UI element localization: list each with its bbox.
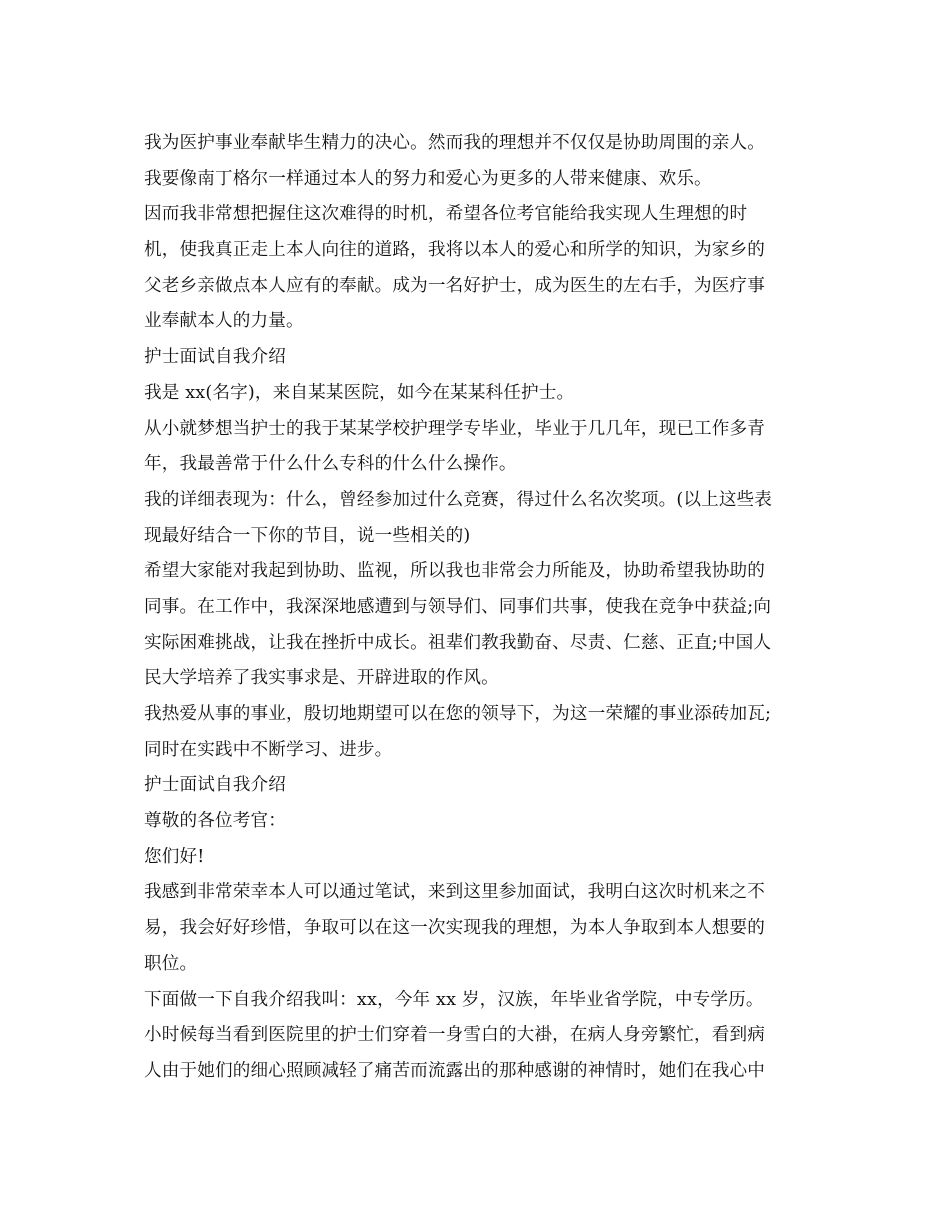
text-line: 人由于她们的细心照顾减轻了痛苦而流露出的那种感谢的神情时，她们在我心中 <box>144 1060 766 1081</box>
text-line: 职位。 <box>144 953 198 974</box>
text-line: 父老乡亲做点本人应有的奉献。成为一名好护士，成为医生的左右手，为医疗事 <box>144 275 766 296</box>
section-heading: 护士面试自我介绍 <box>144 775 286 796</box>
text-line: 从小就梦想当护士的我于某某学校护理学专毕业，毕业于几几年，现已工作多青 <box>144 418 766 439</box>
document-body <box>144 126 809 1090</box>
text-line: 我是 xx(名字)，来自某某医院，如今在某某科任护士。 <box>144 382 575 403</box>
text-line: 易，我会好好珍惜，争取可以在这一次实现我的理想，为本人争取到本人想要的 <box>144 918 766 939</box>
text-line: 我的详细表现为：什么，曾经参加过什么竞赛，得过什么名次奖项。(以上这些表 <box>144 489 773 510</box>
text-line: 现最好结合一下你的节目，说一些相关的) <box>144 525 471 546</box>
text-line: 我为医护事业奉献毕生精力的决心。然而我的理想并不仅仅是协助周围的亲人。 <box>144 133 766 153</box>
text-line: 年，我最善常于什么什么专科的什么什么操作。 <box>144 454 517 475</box>
text-line: 机，使我真正走上本人向往的道路，我将以本人的爱心和所学的知识，为家乡的 <box>144 240 766 261</box>
text-line: 同时在实践中不断学习、进步。 <box>144 739 393 760</box>
text-line: 我感到非常荣幸本人可以通过笔试，来到这里参加面试，我明白这次时机来之不 <box>144 882 766 903</box>
text-line: 我热爱从事的事业，殷切地期望可以在您的领导下，为这一荣耀的事业添砖加瓦; <box>144 704 772 724</box>
text-line: 小时候每当看到医院里的护士们穿着一身雪白的大褂，在病人身旁繁忙，看到病 <box>144 1025 766 1046</box>
salutation: 尊敬的各位考官： <box>144 811 286 832</box>
text-line: 因而我非常想把握住这次难得的时机，希望各位考官能给我实现人生理想的时 <box>144 204 748 225</box>
text-line: 希望大家能对我起到协助、监视，所以我也非常会力所能及，协助希望我协助的 <box>144 561 766 582</box>
greeting: 您们好! <box>144 846 205 867</box>
text-line: 我要像南丁格尔一样通过本人的努力和爱心为更多的人带来健康、欢乐。 <box>144 168 712 189</box>
text-line: 实际困难挑战，让我在挫折中成长。祖辈们教我勤奋、尽责、仁慈、正直;中国人 <box>144 632 772 653</box>
section-heading: 护士面试自我介绍 <box>144 347 286 368</box>
text-line: 业奉献本人的力量。 <box>144 311 304 332</box>
text-line: 下面做一下自我介绍我叫：xx，今年 xx 岁，汉族，年毕业省学院，中专学历。 <box>144 989 764 1010</box>
text-line: 民大学培养了我实事求是、开辟进取的作风。 <box>144 668 499 689</box>
text-line: 同事。在工作中，我深深地感遭到与领导们、同事们共事，使我在竞争中获益;向 <box>144 596 772 617</box>
